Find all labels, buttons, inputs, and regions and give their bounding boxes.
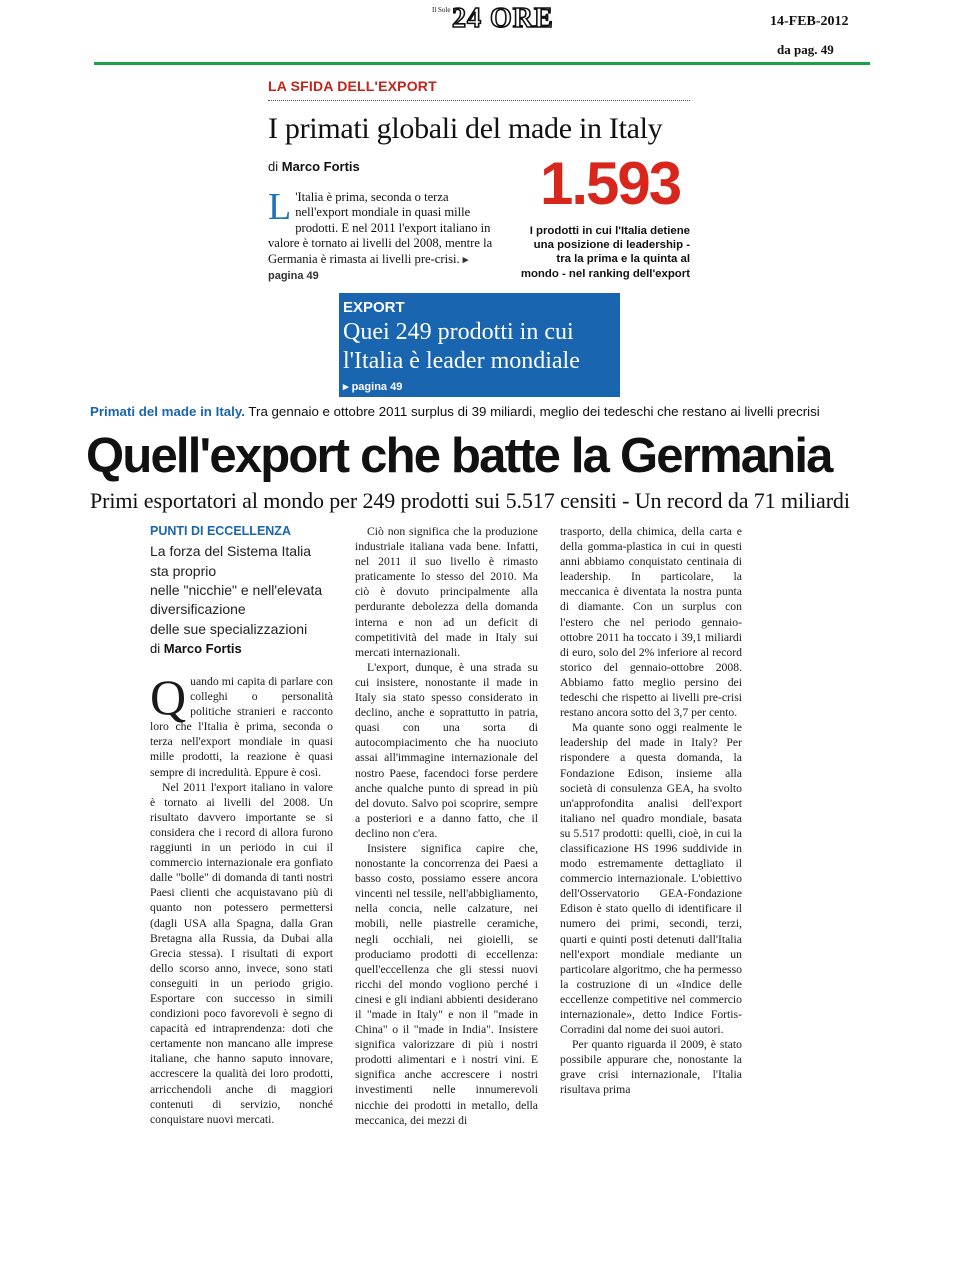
article-column-2 bbox=[355, 524, 538, 1128]
sidebar-line: nelle "nicchie" e nell'elevata bbox=[150, 582, 323, 598]
promo-page-link[interactable]: ▸ pagina 49 bbox=[343, 381, 403, 393]
promo-title: Quei 249 prodotti in cui l'Italia è leader mondiale bbox=[343, 319, 580, 374]
paragraph: Ma quante sono oggi realmente le leadership del made in Italy? Per rispondere a questa domanda, la Fondazione Edison, insieme alla società di consulenza GEA, ha svolto un'approfondita analisi dell'export italiano nel quadro mondiale, basata su 5.517 prodotti: quelli, cioè, in cui la classificazione HS 1996 suddivide in modo estremamente dettagliato il commercio internazionale. L'obiettivo dell'Osservatorio GEA-Fondazione Edison è stato quello di identificare il numero dei primi, secondi, terzi, quarti e quinti posti detenuti dall'Italia nell'export mondiale mediante un particolare algoritmo, che ha permesso la costruzione di un «Indice delle eccellenze competitive nel commercio internazionale», detto Indice Fortis-Corradini dal nome dei suoi autori. bbox=[560, 721, 742, 1037]
big-number: 1.593 bbox=[540, 150, 681, 217]
teaser-page-link[interactable]: ▸ pagina 49 bbox=[268, 253, 469, 283]
occhiello-text: Tra gennaio e ottobre 2011 surplus di 39 miliardi, meglio dei tedeschi che restano ai livelli precrisi bbox=[244, 404, 820, 419]
sidebar-kicker: PUNTI DI ECCELLENZA bbox=[150, 524, 291, 538]
big-number-caption: I prodotti in cui l'Italia detiene una posizione di leadership - tra la prima e la quinta al mondo - nel ranking dell'export bbox=[520, 225, 690, 280]
masthead-title: 24 ORE bbox=[452, 3, 554, 34]
article-column-1 bbox=[150, 669, 333, 1127]
header-date: 14-FEB-2012 bbox=[770, 14, 849, 29]
teaser-title: I primati globali del made in Italy bbox=[268, 112, 663, 145]
teaser-byline-name: Marco Fortis bbox=[281, 159, 360, 174]
paragraph: Insistere significa capire che, nonostante la concorrenza dei Paesi a basso costo, possiamo essere ancora vincenti nel tessile, nell'abbigliamento, nella concia, nelle calzature, nei mobili, nelle piastrelle ceramiche, negli occhiali, nei gioielli, se produciamo prodotti di eccellenza: quell'eccellenza che gli stessi nuovi ricchi del mondo vogliono perché i cinesi e gli indiani abbienti desiderano il "made in Italy" e non il "made in China" o il "made in India". Insistere significa valorizzare di più i nostri prodotti alimentari e i nostri vini. E significa anche accrescere i nostri investimenti nelle innumerevoli nicchie dei prodotti in metallo, della meccanica, dei mezzi di bbox=[355, 841, 538, 1127]
teaser-text: 'Italia è prima, seconda o terza nell'export mondiale in quasi mille prodotti. E nel 2011 l'export italiano in valore è tornato ai livelli del 2008, mentre la Germania è rimasta ai livelli pre-crisi. bbox=[268, 190, 493, 266]
paragraph: trasporto, della chimica, della carta e della gomma-plastica in cui in questi anni abbiamo conquistato centinaia di leadership. In particolare, la meccanica è diventata la nostra punta di diamante. Con un surplus con l'estero che nel periodo gennaio-ottobre 2011 ha toccato i 39,1 miliardi di euro, solo del 2% inferiore al record storico del gennaio-ottobre 2008. Abbiamo fatto meglio persino dei tedeschi che rispetto ai livelli pre-crisi restano ancora sotto del 3,7 per cento. bbox=[560, 525, 742, 720]
paragraph: Nel 2011 l'export italiano in valore è tornato ai livelli del 2008. Un risultato davvero importante se si considera che i record di allora furono raggiunti in un periodo in cui il commercio internazionale era gonfiato dalle "bolle" di domanda di tanti nostri Paesi clienti che acquistavano più di quanto non potessero permettersi (dagli USA alla Spagna, dalla Gran Bretagna alla Russia, da Dubai alla Grecia stessa). I risultati di export dello scorso anno, invece, sono stati conseguiti in un periodo grigio. Esportare con successo in simili condizioni poco favorevoli è segno di capacità ed intraprendenza: doti che certamente non mancano alle imprese italiane, che hanno saputo innovare, accrescere la qualità dei loro prodotti, arricchendoli anche di maggiori contenuti di servizio, nonché conquistare nuovi mercati. bbox=[150, 780, 333, 1126]
teaser-divider bbox=[268, 100, 690, 101]
promo-kicker: EXPORT bbox=[343, 299, 405, 316]
paragraph: Per quanto riguarda il 2009, è stato possibile appurare che, nonostante la grave crisi internazionale, l'Italia risultava prima bbox=[560, 1038, 742, 1097]
sidebar-line: delle sue specializzazioni bbox=[150, 621, 308, 637]
sidebar-line: La forza del Sistema Italia bbox=[150, 543, 312, 559]
article-occhiello bbox=[90, 404, 820, 419]
masthead-small: Il Sole bbox=[432, 6, 451, 14]
paragraph bbox=[150, 669, 333, 780]
paragraph-text: uando mi capita di parlare con colleghi o personalità politiche stranieri e racconto loro che l'Italia è prima, seconda o terza nell'export mondiale in quasi mille prodotti, la reazione è quasi sempre di incredulità. Eppure è così. bbox=[150, 675, 333, 779]
article-headline: Quell'export che batte la Germania bbox=[86, 429, 832, 483]
teaser-dropcap: L bbox=[268, 186, 292, 228]
article-column-3 bbox=[560, 524, 742, 1098]
sidebar-line: sta proprio bbox=[150, 563, 217, 579]
header-rule bbox=[94, 62, 870, 65]
teaser-byline bbox=[268, 159, 360, 174]
masthead-logo bbox=[428, 3, 568, 36]
teaser-kicker: LA SFIDA DELL'EXPORT bbox=[268, 78, 437, 94]
article-byline-prefix: di bbox=[150, 641, 161, 656]
teaser-body bbox=[268, 186, 496, 284]
sidebar-line: diversificazione bbox=[150, 601, 246, 617]
export-promo-box[interactable] bbox=[339, 293, 620, 397]
article-subhead: Primi esportatori al mondo per 249 prodotti sui 5.517 censiti - Un record da 71 miliardi bbox=[90, 488, 850, 513]
article-byline bbox=[150, 641, 242, 656]
paragraph: Ciò non significa che la produzione industriale italiana vada bene. Infatti, nel 2011 il suo livello è rimasto praticamente lo stesso del 2010. Ma ciò è dovuto principalmente alla perdurante debolezza della domanda interna e non ad un deficit di competitività del made in Italy sui mercati internazionali. bbox=[355, 525, 538, 659]
article-dropcap: Q bbox=[150, 669, 187, 725]
header-page-ref: da pag. 49 bbox=[777, 42, 834, 57]
paragraph: L'export, dunque, è una strada su cui insistere, nonostante il made in Italy sia stato spesso considerato in declino, anche e soprattutto in patria, quasi con una sorta di autocompiacimento che ha nuociuto assai all'immagine internazionale del nostro Paese, facendoci forse perdere anche qualche punto di spread in più del dovuto. Salvo poi scoprire, sempre a posteriori e a danno fatto, che il declino non c'era. bbox=[355, 660, 538, 840]
occhiello-lead: Primati del made in Italy. bbox=[90, 404, 245, 419]
teaser-byline-prefix: di bbox=[268, 159, 279, 174]
article-byline-name: Marco Fortis bbox=[163, 641, 242, 656]
